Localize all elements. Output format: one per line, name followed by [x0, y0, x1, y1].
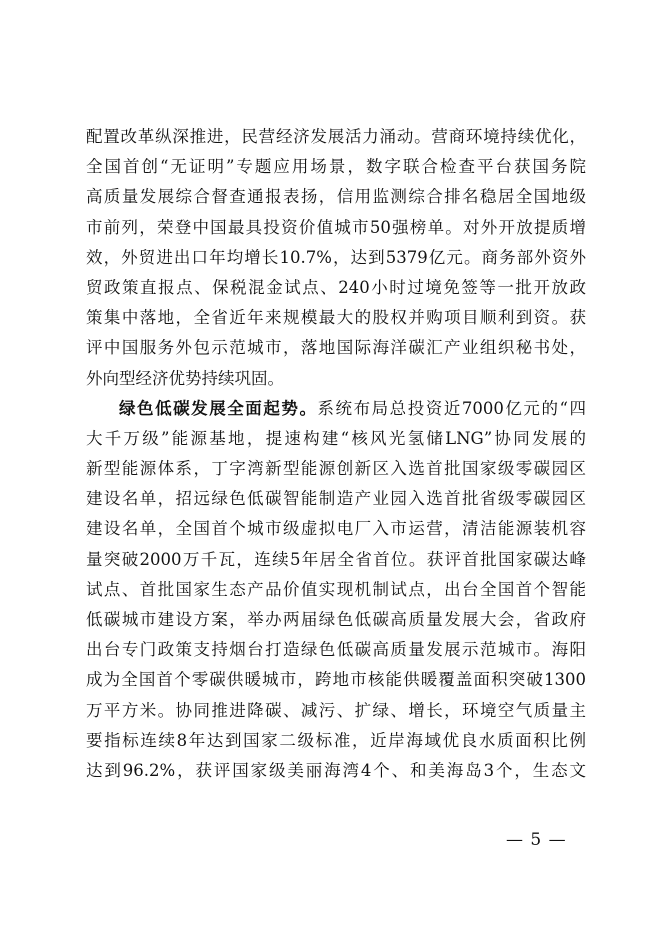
text-line: 效，外贸进出口年均增长10.7%，达到5379亿元。商务部外资外: [86, 247, 586, 267]
text-line: 高质量发展综合督查通报表扬，信用监测综合排名稳居全国地级: [86, 187, 586, 207]
paragraph-green-development: [86, 394, 586, 786]
paragraph-first-line: [86, 394, 586, 424]
text-line: 新型能源体系，丁字湾新型能源创新区入选首批国家级零碳园区: [86, 459, 586, 479]
text-line: 万平方米。协同推进降碳、减污、扩绿、增长，环境空气质量主: [86, 700, 586, 720]
text-line: 量突破2000万千瓦，连续5年居全省首位。获评首批国家碳达峰: [86, 549, 586, 569]
text-line: 要指标连续8年达到国家二级标准，近岸海域优良水质面积比例: [86, 730, 586, 750]
text-span: 系统布局总投资近7000亿元的“四: [317, 398, 587, 418]
text-line: 策集中落地，全省近年来规模最大的股权并购项目顺利到资。获: [86, 308, 586, 328]
text-line: 建设名单，全国首个城市级虚拟电厂入市运营，清洁能源装机容: [86, 519, 586, 539]
page-number: — 5 —: [506, 830, 567, 850]
text-line: 外向型经济优势持续巩固。: [86, 368, 284, 388]
document-body: [86, 122, 586, 786]
text-line: 评中国服务外包示范城市，落地国际海洋碳汇产业组织秘书处，: [86, 338, 586, 358]
text-line: 低碳城市建设方案，举办两届绿色低碳高质量发展大会，省政府: [86, 610, 586, 629]
text-line: 配置改革纵深推进，民营经济发展活力涌动。营商环境持续优化，: [86, 127, 586, 146]
text-line: 试点、首批国家生态产品价值实现机制试点，出台全国首个智能: [86, 579, 586, 599]
text-line: 达到96.2%，获评国家级美丽海湾4个、和美海岛3个，生态文: [86, 760, 586, 780]
paragraph-opening-reform: [86, 122, 586, 394]
text-line: 成为全国首个零碳供暖城市，跨地市核能供暖覆盖面积突破1300: [86, 670, 586, 690]
text-line: 市前列，荣登中国最具投资价值城市50强榜单。对外开放提质增: [86, 217, 586, 237]
text-line: 大千万级”能源基地，提速构建“核风光氢储LNG”协同发展的: [86, 428, 586, 448]
text-line: 出台专门政策支持烟台打造绿色低碳高质量发展示范城市。海阳: [86, 640, 586, 660]
text-line: 贸政策直报点、保税混金试点、240小时过境免签等一批开放政: [86, 277, 586, 297]
text-line: 建设名单，招远绿色低碳智能制造产业园入选首批省级零碳园区: [86, 489, 586, 509]
paragraph-heading: 绿色低碳发展全面起势。: [119, 398, 318, 418]
text-line: 全国首创“无证明”专题应用场景，数字联合检查平台获国务院: [86, 157, 586, 177]
